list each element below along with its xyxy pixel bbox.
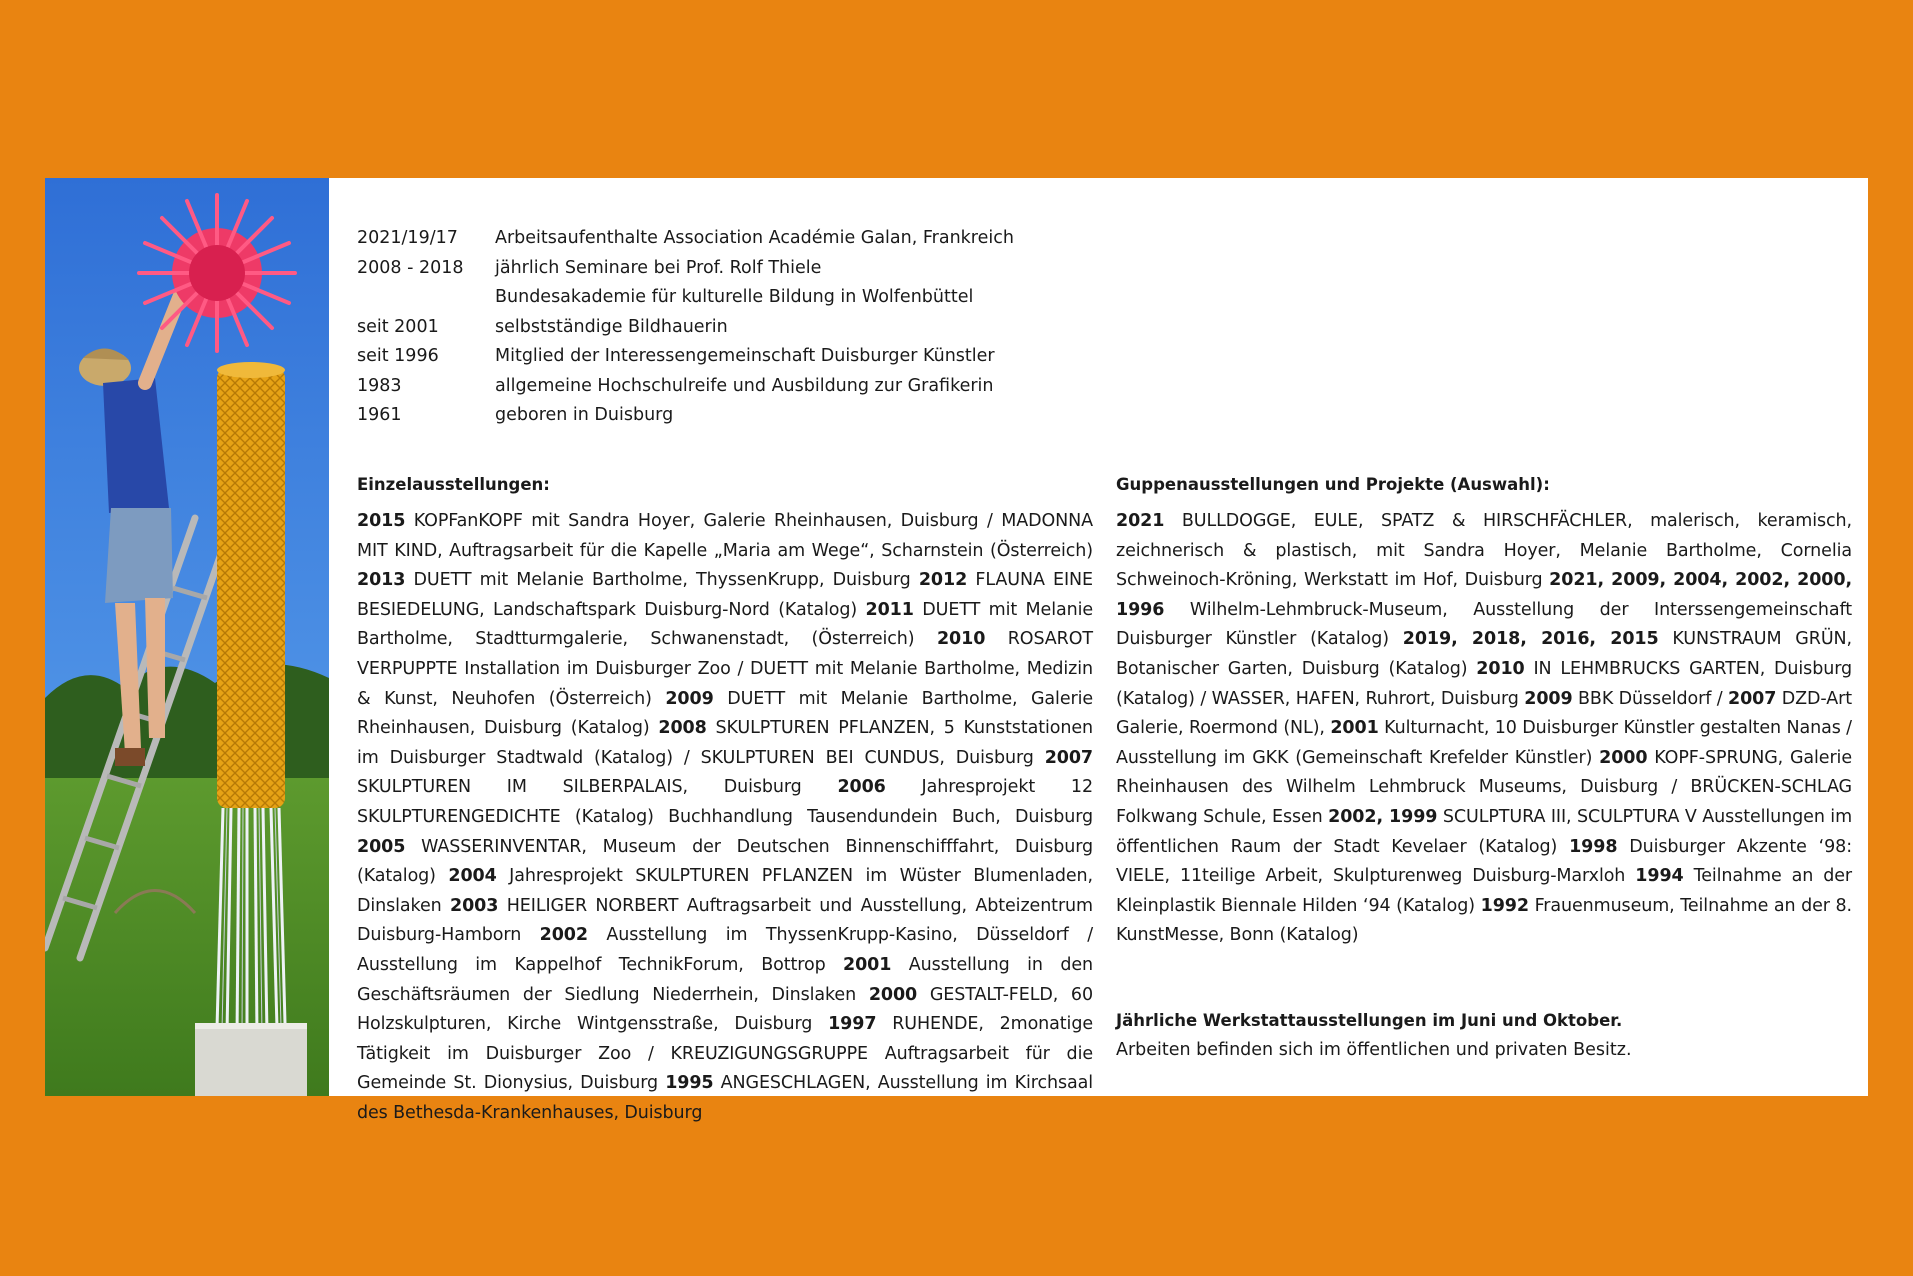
cv-text: geboren in Duisburg — [495, 405, 674, 425]
exhibition-text: Duisburger Akzente ‘98: VIELE, 11teilige Arbeit, Skulpturenweg Duisburg-Marxloh — [1116, 836, 1852, 887]
cv-year: 2008 - 2018 — [357, 257, 464, 278]
solo-exhibitions-heading: Einzelausstellungen: — [357, 475, 550, 494]
workshop-note — [1116, 1006, 1852, 1065]
exhibition-text: KOPFanKOPF mit Sandra Hoyer, Galerie Rheinhausen, Duisburg / MADONNA MIT KIND, Auftragsarbeit für die Kapelle „Maria am Wege“, Scharnstein (Österreich) — [357, 511, 1093, 561]
exhibition-year: 2015 — [357, 511, 406, 531]
exhibition-year: 2010 — [1476, 658, 1525, 679]
exhibition-year: 2011 — [865, 599, 914, 620]
exhibition-text: KOPF-SPRUNG, Galerie Rheinhausen des Wilhelm Lehmbruck Museums, Duisburg / BRÜCKEN-SCHLAG Folkwang Schule, Essen — [1116, 747, 1852, 827]
exhibition-year: 2000 — [1599, 747, 1648, 768]
cv-row — [357, 283, 1014, 313]
exhibition-year: 1995 — [665, 1073, 714, 1094]
exhibition-text: Frauenmuseum, Teilnahme an der 8. KunstMesse, Bonn (Katalog) — [1116, 895, 1852, 946]
exhibition-text: IN LEHMBRUCKS GARTEN, Duisburg (Katalog) / WASSER, HAFEN, Ruhrort, Duisburg — [1116, 658, 1852, 709]
exhibition-year: 2009 — [1524, 688, 1573, 709]
exhibition-text: DUETT mit Melanie Bartholme, Galerie Rheinhausen, Duisburg (Katalog) — [357, 688, 1094, 739]
cv-row — [357, 401, 1014, 431]
exhibition-text: Jahresprojekt SKULPTUREN PFLANZEN im Wüster Blumenladen, Dinslaken — [357, 866, 1093, 916]
exhibition-year: 2013 — [357, 570, 406, 591]
exhibition-text: SKULPTUREN IM SILBERPALAIS, Duisburg — [357, 777, 838, 798]
exhibition-year: 1992 — [1480, 895, 1529, 916]
group-exhibitions-heading: Guppenausstellungen und Projekte (Auswahl): — [1116, 475, 1550, 494]
exhibition-year: 2001 — [1330, 718, 1379, 739]
cv-year: seit 1996 — [357, 346, 439, 366]
exhibition-year: 1997 — [828, 1014, 877, 1035]
exhibition-year: 2008 — [658, 718, 707, 739]
exhibition-text: Ausstellung in den Geschäftsräumen der Siedlung Niederrhein, Dinslaken — [357, 954, 1093, 1005]
exhibition-text: SKULPTUREN PFLANZEN, 5 Kunststationen im Duisburger Stadtwald (Katalog) / SKULPTUREN BEI CUNDUS, Duisburg — [357, 718, 1093, 768]
exhibition-year: 2000 — [868, 984, 918, 1005]
exhibition-year: 2004 — [448, 866, 497, 887]
cv-year: 2021/19/17 — [357, 228, 458, 248]
exhibition-year: 2019, 2018, 2016, 2015 — [1402, 629, 1659, 650]
exhibition-text: BBK Düsseldorf / — [1572, 688, 1729, 709]
cv-year — [357, 283, 495, 313]
exhibition-text: Jahresprojekt 12 SKULPTURENGEDICHTE (Katalog) Buchhandlung Tausendundein Buch, Duisburg — [357, 777, 1093, 827]
cv-text: jährlich Seminare bei Prof. Rolf Thiele — [495, 257, 822, 278]
exhibition-text: Wilhelm-Lehmbruck-Museum, Ausstellung der Interssengemeinschaft Duisburger Künstler (Katalog) — [1116, 599, 1852, 650]
cv-text: Bundesakademie für kulturelle Bildung in Wolfenbüttel — [495, 287, 974, 307]
cv-text: allgemeine Hochschulreife und Ausbildung zur Grafikerin — [495, 375, 994, 396]
exhibition-text: HEILIGER NORBERT Auftragsarbeit und Ausstellung, Abteizentrum Duisburg-Hamborn — [357, 895, 1093, 946]
exhibition-text: DUETT mit Melanie Bartholme, Stadtturmgalerie, Schwanenstadt, (Österreich) — [357, 599, 1093, 650]
exhibition-text: Teilnahme an der Kleinplastik Biennale Hilden ‘94 (Katalog) — [1116, 866, 1852, 916]
cv-year: 1961 — [357, 405, 402, 425]
cv-year: seit 2001 — [357, 316, 439, 337]
exhibition-text: Kulturnacht, 10 Duisburger Künstler gestalten Nanas / Ausstellung im GKK (Gemeinschaft Krefelder Künstler) — [1116, 718, 1852, 768]
exhibition-year: 2012 — [918, 570, 968, 591]
exhibition-year: 2005 — [357, 836, 406, 857]
solo-exhibitions — [357, 470, 1093, 1128]
exhibition-text: ANGESCHLAGEN, Ausstellung im Kirchsaal des Bethesda-Krankenhauses, Duisburg — [357, 1073, 1093, 1123]
exhibition-text: DZD-Art Galerie, Roermond (NL), — [1116, 688, 1852, 739]
exhibition-text: WASSERINVENTAR, Museum der Deutschen Binnenschifffahrt, Duisburg (Katalog) — [357, 836, 1093, 887]
cv-row — [357, 372, 1014, 402]
group-exhibitions-text — [1116, 507, 1852, 951]
exhibition-year: 2006 — [837, 777, 886, 798]
exhibition-year: 2007 — [1044, 747, 1093, 768]
exhibition-text: SCULPTURA III, SCULPTURA V Ausstellungen im öffentlichen Raum der Stadt Kevelaer (Katalog) — [1116, 806, 1853, 857]
cv-text: Arbeitsaufenthalte Association Académie Galan, Frankreich — [495, 228, 1014, 248]
exhibition-year: 2002, 1999 — [1328, 806, 1438, 827]
exhibition-year: 2007 — [1728, 688, 1777, 709]
exhibition-year: 2001 — [843, 954, 892, 975]
exhibition-text: KUNSTRAUM GRÜN, Botanischer Garten, Duisburg (Katalog) — [1116, 629, 1852, 679]
exhibition-year: 2021, 2009, 2004, 2002, 2000, 1996 — [1116, 570, 1852, 620]
exhibition-text: GESTALT-FELD, 60 Holzskulpturen, Kirche Wintgensstraße, Duisburg — [357, 984, 1093, 1035]
exhibition-text: FLAUNA EINE BESIEDELUNG, Landschaftspark Duisburg-Nord (Katalog) — [357, 570, 1093, 620]
exhibition-year: 2003 — [450, 895, 499, 916]
solo-exhibitions-text — [357, 507, 1093, 1128]
exhibition-year: 1998 — [1569, 836, 1618, 857]
cv-row — [357, 254, 1014, 284]
group-exhibitions — [1116, 470, 1852, 951]
cv-text: Mitglied der Interessengemeinschaft Duisburger Künstler — [495, 346, 995, 366]
exhibition-text: BULLDOGGE, EULE, SPATZ & HIRSCHFÄCHLER, malerisch, keramisch, zeichnerisch & plastisch, mit Sandra Hoyer, Melanie Bartholme, Cornelia Schweinoch-Kröning, Werkstatt im Hof, Duisburg — [1116, 511, 1852, 591]
cv-row — [357, 224, 1014, 254]
cv-row — [357, 342, 1014, 372]
exhibition-year: 2002 — [539, 925, 588, 946]
workshop-heading: Jährliche Werkstattausstellungen im Juni und Oktober. — [1116, 1011, 1623, 1030]
exhibition-year: 2010 — [936, 629, 986, 650]
exhibition-year: 2009 — [665, 688, 714, 709]
exhibition-text: ROSAROT VERPUPPTE Installation im Duisburger Zoo / DUETT mit Melanie Bartholme, Medizin & Kunst, Neuhofen (Österreich) — [357, 629, 1093, 709]
sculpture-photo — [45, 178, 329, 1096]
cv-row — [357, 313, 1014, 343]
cv-text: selbstständige Bildhauerin — [495, 316, 728, 337]
cv-year: 1983 — [357, 375, 402, 396]
exhibition-text: RUHENDE, 2monatige Tätigkeit im Duisburger Zoo / KREUZIGUNGSGRUPPE Auftragsarbeit für die Gemeinde St. Dionysius, Duisburg — [357, 1014, 1093, 1094]
exhibition-year: 2021 — [1116, 511, 1165, 531]
document-card — [45, 178, 1868, 1123]
exhibition-text: DUETT mit Melanie Bartholme, ThyssenKrupp, Duisburg — [405, 570, 919, 591]
cv-table — [357, 224, 1014, 431]
workshop-text: Arbeiten befinden sich im öffentlichen und privaten Besitz. — [1116, 1039, 1632, 1060]
exhibition-year: 1994 — [1635, 866, 1684, 887]
exhibition-text: Ausstellung im ThyssenKrupp-Kasino, Düsseldorf / Ausstellung im Kappelhof TechnikForum, Bottrop — [357, 925, 1093, 975]
